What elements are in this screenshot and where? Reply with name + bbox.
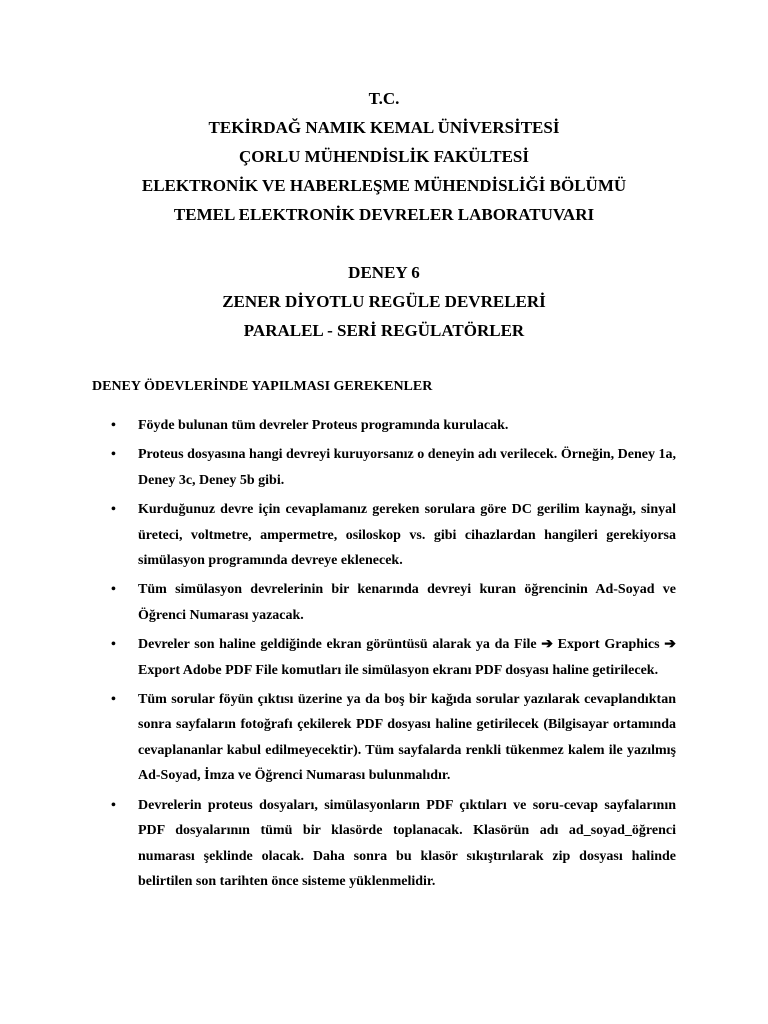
list-item — [108, 687, 676, 789]
experiment-number: DENEY 6 — [348, 263, 420, 282]
bullet-icon: • — [111, 582, 116, 598]
list-item-text: Proteus dosyasına hangi devreyi kuruyorsanız o deneyin adı verilecek. Örneğin, Deney 1a, Deney 3c, Deney 5b gibi. — [138, 447, 676, 488]
list-item — [108, 632, 676, 683]
bullet-icon: • — [111, 418, 116, 433]
list-item — [108, 413, 676, 438]
header-line-faculty: ÇORLU MÜHENDİSLİK FAKÜLTESİ — [238, 147, 529, 166]
bullet-icon: • — [111, 692, 116, 708]
list-item-text: Föyde bulunan tüm devreler Proteus programında kurulacak. — [138, 418, 509, 433]
list-item-text: Devrelerin proteus dosyaları, simülasyonların PDF çıktıları ve soru-cevap sayfalarının PDF dosyalarının tümü bir klasörde toplanacak. Klasörün adı ad_soyad_öğrenci numarası şeklinde olacak. Daha sonra bu klasör sıkıştırılarak zip dosyası halinde belirtilen son tarihten önce sisteme yüklenmelidir. — [138, 797, 676, 889]
list-item-text: Kurduğunuz devre için cevaplamanız gereken sorulara göre DC gerilim kaynağı, sinyal üreteci, voltmetre, ampermetre, osiloskop vs. gibi cihazlardan hangileri gerekiyorsa simülasyon programında devreye eklenecek. — [138, 502, 676, 569]
institution-header — [0, 84, 768, 229]
experiment-subtitle: PARALEL - SERİ REGÜLATÖRLER — [243, 321, 525, 340]
experiment-heading — [0, 258, 768, 345]
bullet-icon: • — [111, 502, 116, 518]
bullet-icon: • — [111, 797, 116, 813]
list-item-text: Tüm simülasyon devrelerinin bir kenarında devreyi kuran öğrencinin Ad-Soyad ve Öğrenci Numarası yazacak. — [138, 582, 676, 623]
bullet-icon: • — [111, 447, 116, 463]
header-line-university: TEKİRDAĞ NAMIK KEMAL ÜNİVERSİTESİ — [208, 118, 560, 137]
bullet-icon: • — [111, 637, 116, 653]
header-line-department: ELEKTRONİK VE HABERLEŞME MÜHENDİSLİĞİ BÖLÜMÜ — [141, 176, 627, 195]
list-item — [108, 577, 676, 628]
header-line-tc: T.C. — [368, 89, 400, 108]
section-title: DENEY ÖDEVLERİNDE YAPILMASI GEREKENLER — [92, 379, 433, 394]
experiment-title: ZENER DİYOTLU REGÜLE DEVRELERİ — [222, 292, 546, 311]
header-line-laboratory: TEMEL ELEKTRONİK DEVRELER LABORATUVARI — [173, 205, 595, 224]
list-item-text: Tüm sorular föyün çıktısı üzerine ya da boş bir kağıda sorular yazılarak cevaplandıktan sonra sayfaların fotoğrafı çekilerek PDF dosyası haline getirilecek (Bilgisayar ortamında cevaplananlar kabul edilmeyecektir). Tüm sayfalarda renkli tükenmez kalem ile yazılmış Ad-Soyad, İmza ve Öğrenci Numarası bulunmalıdır. — [138, 692, 676, 784]
list-item — [108, 497, 676, 573]
list-item-text: Devreler son haline geldiğinde ekran görüntüsü alarak ya da File ➔ Export Graphics ➔ Export Adobe PDF File komutları ile simülasyon ekranı PDF dosyası haline getirilecek. — [138, 637, 676, 678]
list-item — [108, 442, 676, 493]
instruction-list — [108, 413, 676, 898]
list-item — [108, 793, 676, 895]
